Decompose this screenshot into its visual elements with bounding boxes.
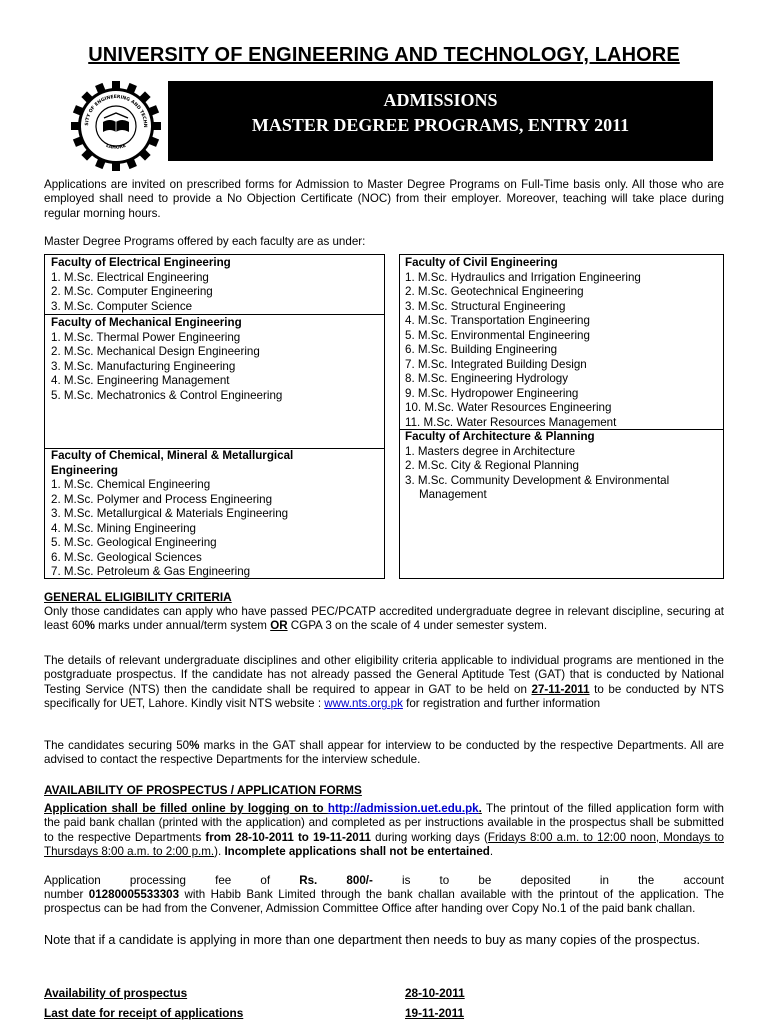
faculty-mechanical xyxy=(51,316,282,403)
program-item: 2. M.Sc. Geotechnical Engineering xyxy=(405,285,584,298)
nts-website-link[interactable]: www.nts.org.pk xyxy=(324,697,403,711)
submission-dates: from 28-10-2011 to 19-11-2011 xyxy=(205,830,371,844)
faculty-heading: Faculty of Architecture & Planning xyxy=(405,430,595,443)
program-item: 3. M.Sc. Community Development & Environmental xyxy=(405,473,670,487)
admission-portal-link[interactable]: http://admission.uet.edu.pk xyxy=(327,802,479,815)
banner-line-2: MASTER DEGREE PROGRAMS, ENTRY 2011 xyxy=(251,115,630,135)
prospectus-paragraph-1: Application shall be filled online by logging on to http://admission.uet.edu.pk. The printout of the filled application form with the paid bank challan (printed with the application) and completed as per instructions available in the prospectus shall be submitted to the respective Departments from 28-10-2011 to 19-11-2011 during working days (Fridays 8:00 a.m. to 12:00 noon, Mondays to Thursdays 8:00 a.m. to 2:00 p.m.). Incomplete applications shall not be entertained. xyxy=(44,802,724,859)
program-item: 4. M.Sc. Engineering Management xyxy=(51,374,230,387)
prospectus-heading: AVAILABILITY OF PROSPECTUS / APPLICATION FORMS xyxy=(44,783,362,797)
fee-paragraph: number 01280005533303 with Habib Bank Limited through the bank challan available with the printout of the application. The prospectus can be had from the Convener, Admission Committee Office after handing over Copy No.1 of the paid bank challan. xyxy=(44,888,724,916)
program-item: 3. M.Sc. Metallurgical & Materials Engineering xyxy=(51,507,289,520)
date-label: Last date for receipt of applications xyxy=(44,1006,244,1020)
program-item: 8. M.Sc. Engineering Hydrology xyxy=(405,372,569,385)
program-item: 5. M.Sc. Mechatronics & Control Engineering xyxy=(51,388,283,402)
program-item: 1. M.Sc. Hydraulics and Irrigation Engineering xyxy=(405,270,641,284)
or-emphasis: OR xyxy=(270,619,288,633)
program-item: 5. M.Sc. Geological Engineering xyxy=(51,536,217,549)
fee-amount: 800/- xyxy=(346,874,373,887)
svg-text:LAHORE: LAHORE xyxy=(105,143,127,151)
account-number: 01280005533303 xyxy=(88,888,180,901)
faculty-civil xyxy=(405,256,641,430)
program-item: 4. M.Sc. Mining Engineering xyxy=(51,521,196,535)
university-seal-icon xyxy=(70,80,162,172)
faculty-architecture xyxy=(405,430,669,503)
program-item: 5. M.Sc. Environmental Engineering xyxy=(405,328,590,342)
banner-line-1: ADMISSIONS xyxy=(383,90,498,110)
svg-text:UNIVERSITY OF ENGINEERING AND: SITY OF ENGINEERING AND TECHN xyxy=(84,94,148,128)
program-item-cont: Management xyxy=(419,488,487,501)
multiple-department-note: Note that if a candidate is applying in more than one department then needs to buy as many copies of the prospectus. xyxy=(44,933,700,947)
date-label: Availability of prospectus xyxy=(44,986,188,1000)
faculty-electrical xyxy=(51,256,231,314)
eligibility-paragraph-2: The details of relevant undergraduate disciplines and other eligibility criteria applicable to individual programs are mentioned in the postgraduate prospectus. If the candidate has not already passed the General Aptitude Test (GAT) that is conducted by National Testing Service (NTS) then the candidate shall be required to appear in GAT to be held on 27-11-2011 to be conducted by NTS specifically for UET, Lahore. Kindly visit NTS website : www.nts.org.pk for registration and further information xyxy=(44,654,724,711)
program-item: 3. M.Sc. Computer Science xyxy=(51,299,193,313)
program-item: 4. M.Sc. Transportation Engineering xyxy=(405,314,590,327)
faculty-chemical xyxy=(51,449,293,580)
faculty-heading-cont: Engineering xyxy=(51,463,118,477)
program-item: 2. M.Sc. Computer Engineering xyxy=(51,285,213,298)
gat-date: 27-11-2011 xyxy=(531,682,590,696)
program-item: 2. M.Sc. Mechanical Design Engineering xyxy=(51,345,260,358)
faculty-heading: Faculty of Electrical Engineering xyxy=(51,256,231,269)
program-item: 10. M.Sc. Water Resources Engineering xyxy=(405,401,612,414)
eligibility-paragraph-1: Only those candidates can apply who have passed PEC/PCATP accredited undergraduate degree in relevant discipline, securing at least 60% marks under annual/term system OR CGPA 3 on the scale of 4 under semester system. xyxy=(44,605,724,633)
intro-paragraph: Applications are invited on prescribed forms for Admission to Master Degree Programs on Full-Time basis only. All those who are employed shall need to provide a No Objection Certificate (NOC) from their employer. Moreover, teaching will take place during regular morning hours. xyxy=(44,178,724,220)
university-title: UNIVERSITY OF ENGINEERING AND TECHNOLOGY, LAHORE xyxy=(88,44,680,66)
admissions-banner xyxy=(168,81,713,161)
divider xyxy=(44,314,385,315)
date-value: 28-10-2011 xyxy=(405,986,465,1000)
eligibility-heading: GENERAL ELIGIBILITY CRITERIA xyxy=(44,590,232,604)
program-item: 7. M.Sc. Petroleum & Gas Engineering xyxy=(51,565,251,578)
program-item: 2. M.Sc. City & Regional Planning xyxy=(405,459,579,472)
date-value: 19-11-2011 xyxy=(405,1006,465,1020)
faculty-heading: Faculty of Civil Engineering xyxy=(405,256,558,269)
program-item: 1. Masters degree in Architecture xyxy=(405,444,576,458)
faculty-heading: Faculty of Mechanical Engineering xyxy=(51,316,242,329)
programs-intro: Master Degree Programs offered by each faculty are as under: xyxy=(44,235,366,248)
eligibility-paragraph-3: The candidates securing 50% marks in the GAT shall appear for interview to be conducted by the respective Departments. All are advised to contact the respective Departments for the interview schedule. xyxy=(44,739,725,767)
program-item: 1. M.Sc. Electrical Engineering xyxy=(51,270,209,284)
program-item: 2. M.Sc. Polymer and Process Engineering xyxy=(51,492,273,506)
office-hours: Fridays 8:00 a.m. to 12:00 noon, Mondays to Thursdays 8:00 a.m. to 2:00 p.m. xyxy=(44,830,724,859)
fee-line: Application processing fee of Rs. 800/- is to be deposited in the account xyxy=(44,874,724,887)
program-item: 11. M.Sc. Water Resources Management xyxy=(405,415,617,429)
program-item: 6. M.Sc. Geological Sciences xyxy=(51,550,202,564)
program-item: 3. M.Sc. Structural Engineering xyxy=(405,299,566,313)
program-item: 7. M.Sc. Integrated Building Design xyxy=(405,357,587,371)
program-item: 1. M.Sc. Chemical Engineering xyxy=(51,478,211,491)
faculty-heading: Faculty of Chemical, Mineral & Metallurgical xyxy=(51,449,294,462)
program-item: 9. M.Sc. Hydropower Engineering xyxy=(405,386,579,400)
program-item: 3. M.Sc. Manufacturing Engineering xyxy=(51,359,236,373)
program-item: 1. M.Sc. Thermal Power Engineering xyxy=(51,330,241,344)
program-item: 6. M.Sc. Building Engineering xyxy=(405,343,558,356)
incomplete-warning: Incomplete applications shall not be entertained xyxy=(224,845,490,859)
